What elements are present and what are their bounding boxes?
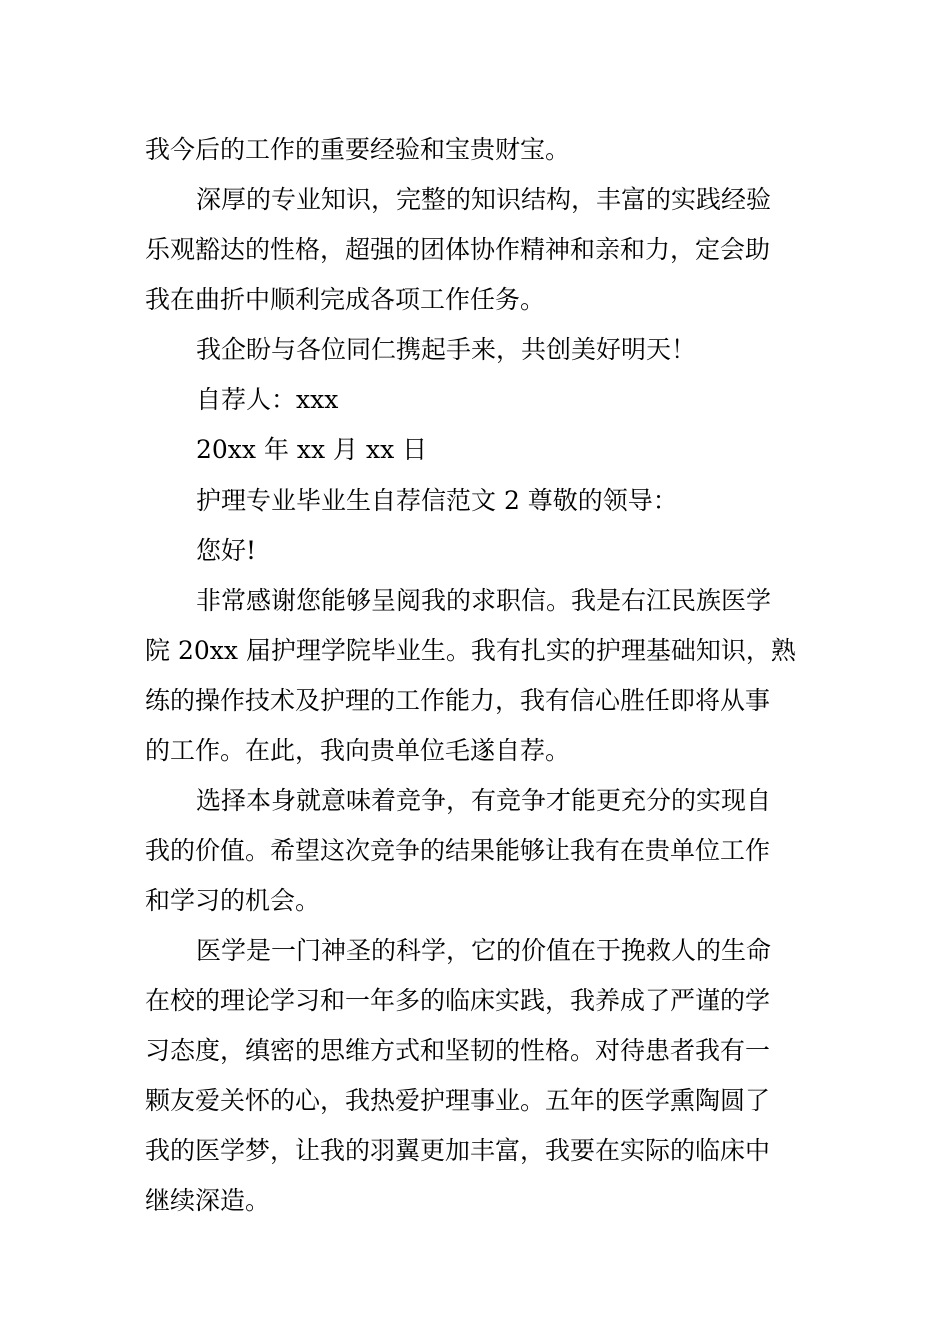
text-line: 在校的理论学习和一年多的临床实践，我养成了严谨的学: [145, 986, 771, 1015]
text-line: 院 20xx 届护理学院毕业生。我有扎实的护理基础知识，熟: [145, 636, 796, 665]
text-line: 我今后的工作的重要经验和宝贵财宝。: [145, 135, 571, 164]
text-line: 我在曲折中顺利完成各项工作任务。: [145, 285, 546, 314]
text-line: 我的医学梦，让我的羽翼更加丰富，我要在实际的临床中: [145, 1136, 771, 1165]
section-heading: 护理专业毕业生自荐信范文 2 尊敬的领导：: [196, 486, 678, 515]
text-line: 深厚的专业知识，完整的知识结构，丰富的实践经验: [196, 185, 772, 214]
text-line: 我的价值。希望这次竞争的结果能够让我有在贵单位工作: [145, 836, 771, 865]
greeting-line: 您好!: [196, 536, 257, 565]
text-line: 练的操作技术及护理的工作能力，我有信心胜任即将从事: [145, 686, 771, 715]
text-line: 选择本身就意味着竞争，有竞争才能更充分的实现自: [196, 786, 772, 815]
text-line: 和学习的机会。: [145, 886, 321, 915]
text-line: 继续深造。: [145, 1186, 271, 1215]
text-line: 的工作。在此，我向贵单位毛遂自荐。: [145, 736, 571, 765]
text-line: 非常感谢您能够呈阅我的求职信。我是右江民族医学: [196, 586, 772, 615]
date-line: 20xx 年 xx 月 xx 日: [196, 435, 428, 464]
text-line: 医学是一门神圣的科学，它的价值在于挽救人的生命: [196, 936, 772, 965]
signature-line: 自荐人：xxx: [196, 385, 339, 414]
text-line: 乐观豁达的性格，超强的团体协作精神和亲和力，定会助: [145, 235, 771, 264]
text-line: 我企盼与各位同仁携起手来，共创美好明天！: [196, 335, 697, 364]
text-line: 习态度，缜密的思维方式和坚韧的性格。对待患者我有一: [145, 1036, 771, 1065]
text-line: 颗友爱关怀的心，我热爱护理事业。五年的医学熏陶圆了: [145, 1086, 771, 1115]
